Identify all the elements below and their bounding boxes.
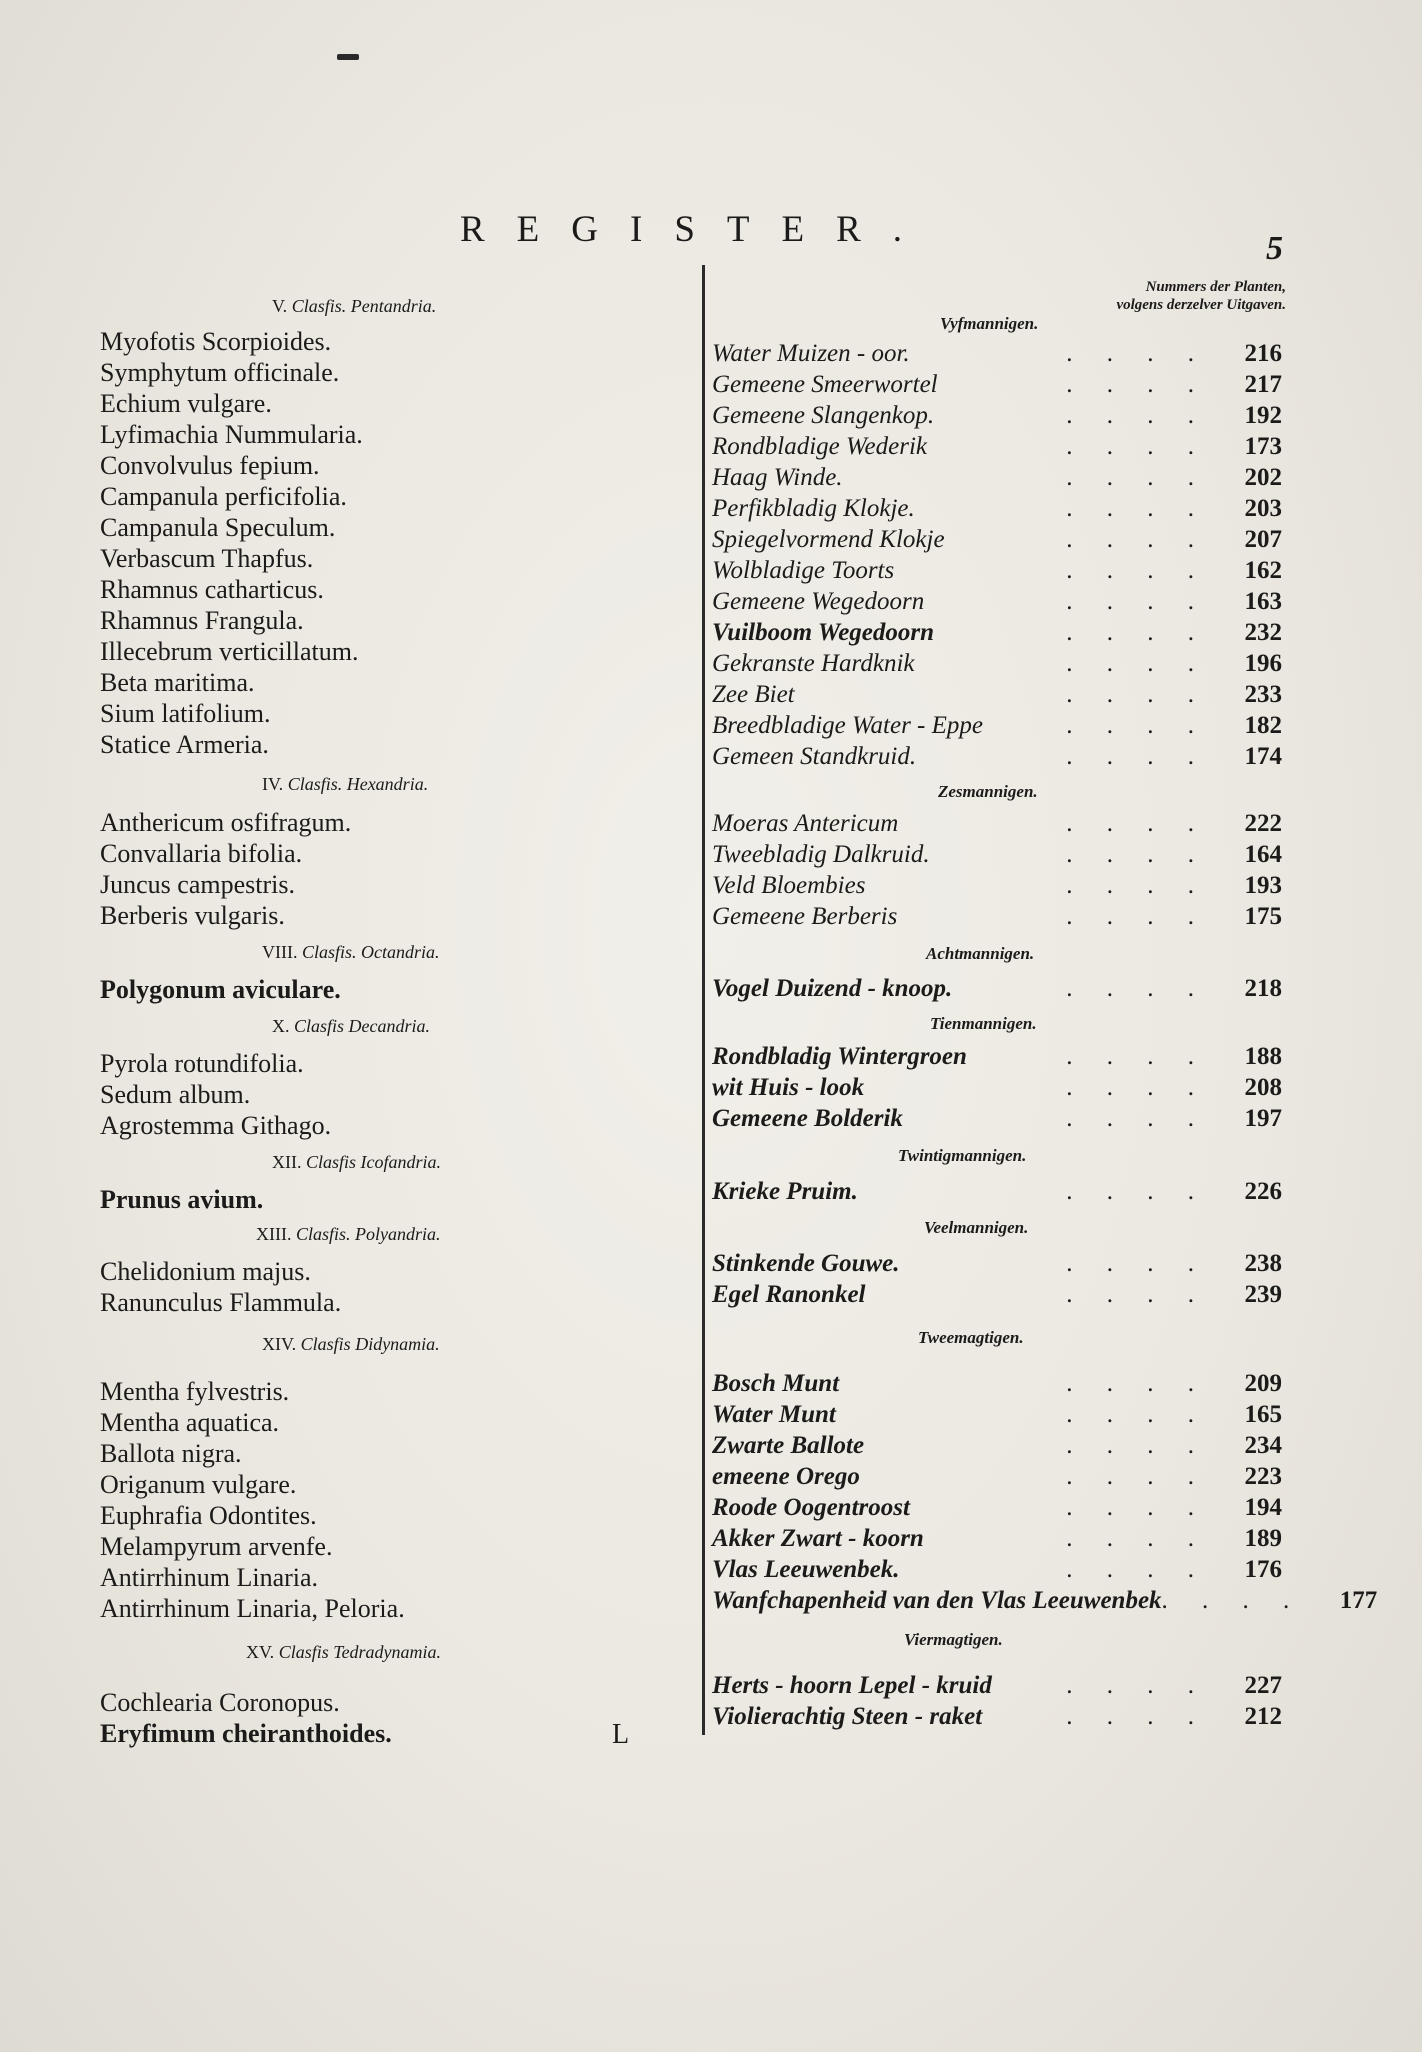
register-entry: Krieke Pruim. . . . . 226	[712, 1178, 1282, 1205]
register-entry: Moeras Antericum . . . . 222	[712, 810, 1282, 837]
class-heading: XII. Clasfis Icofandria.	[272, 1152, 442, 1172]
class-heading: VIII. Clasfis. Octandria.	[262, 942, 440, 962]
latin-name: Myofotis Scorpioides.	[100, 327, 332, 356]
class-heading: IV. Clasfis. Hexandria.	[262, 774, 429, 794]
latin-name: Campanula Speculum.	[100, 513, 336, 542]
register-entry: Zee Biet . . . . 233	[712, 681, 1282, 708]
group-heading: Vyfmannigen.	[940, 314, 1039, 333]
register-entry: Bosch Munt . . . . 209	[712, 1370, 1282, 1397]
register-entry: Gemeen Standkruid. . . . . 174	[712, 743, 1282, 770]
latin-name: Euphrafia Odontites.	[100, 1501, 317, 1530]
catchword: L	[612, 1719, 630, 1750]
latin-name: Echium vulgare.	[100, 389, 272, 418]
group-heading: Tweemagtigen.	[918, 1328, 1024, 1347]
latin-name: Statice Armeria.	[100, 730, 269, 759]
group-heading: Zesmannigen.	[938, 782, 1038, 801]
column-divider	[702, 265, 705, 1735]
column-header-line2: volgens derzelver Uitgaven.	[1116, 297, 1286, 313]
register-entry: Spiegelvormend Klokje . . . . 207	[712, 526, 1282, 553]
class-heading: V. Clasfis. Pentandria.	[272, 296, 437, 316]
register-entry: Stinkende Gouwe. . . . . 238	[712, 1250, 1282, 1277]
register-entry: Wolbladige Toorts . . . . 162	[712, 557, 1282, 584]
latin-name: Beta maritima.	[100, 668, 255, 697]
latin-name: Berberis vulgaris.	[100, 901, 285, 930]
class-heading: XIII. Clasfis. Polyandria.	[256, 1224, 441, 1244]
register-entry: Rondbladig Wintergroen . . . . 188	[712, 1043, 1282, 1070]
latin-name: Mentha aquatica.	[100, 1408, 280, 1437]
latin-name: Lyfimachia Nummularia.	[100, 420, 363, 449]
register-entry: Water Muizen - oor. . . . . 216	[712, 340, 1282, 367]
group-heading: Tienmannigen.	[930, 1014, 1037, 1033]
latin-name: Origanum vulgare.	[100, 1470, 297, 1499]
latin-name: Antirrhinum Linaria.	[100, 1563, 319, 1592]
register-entry: Akker Zwart - koorn . . . . 189	[712, 1525, 1282, 1552]
register-entry: Tweebladig Dalkruid. . . . . 164	[712, 841, 1282, 868]
latin-name: Melampyrum arvenfe.	[100, 1532, 333, 1561]
group-heading: Viermagtigen.	[904, 1630, 1003, 1649]
latin-name: Cochlearia Coronopus.	[100, 1688, 340, 1717]
latin-name: Ballota nigra.	[100, 1439, 242, 1468]
register-entry: Gemeene Wegedoorn . . . . 163	[712, 588, 1282, 615]
register-entry: Zwarte Ballote . . . . 234	[712, 1432, 1282, 1459]
latin-name: Polygonum aviculare.	[100, 975, 341, 1004]
register-entry: Gemeene Smeerwortel . . . . 217	[712, 371, 1282, 398]
latin-name: Rhamnus Frangula.	[100, 606, 304, 635]
register-entry: emeene Orego . . . . 223	[712, 1463, 1282, 1490]
register-entry: Water Munt . . . . 165	[712, 1401, 1282, 1428]
register-entry: wit Huis - look . . . . 208	[712, 1074, 1282, 1101]
register-entry: Roode Oogentroost . . . . 194	[712, 1494, 1282, 1521]
register-entry: Gemeene Bolderik . . . . 197	[712, 1105, 1282, 1132]
latin-name: Rhamnus catharticus.	[100, 575, 324, 604]
register-entry: Vogel Duizend - knoop. . . . . 218	[712, 975, 1282, 1002]
register-entry: Gekranste Hardknik . . . . 196	[712, 650, 1282, 677]
latin-name: Sium latifolium.	[100, 699, 271, 728]
latin-name: Ranunculus Flammula.	[100, 1288, 342, 1317]
latin-name: Pyrola rotundifolia.	[100, 1049, 304, 1078]
latin-name: Agrostemma Githago.	[100, 1111, 332, 1140]
latin-name: Antirrhinum Linaria, Peloria.	[100, 1594, 405, 1623]
class-heading: XV. Clasfis Tedradynamia.	[246, 1642, 442, 1662]
latin-name: Campanula perficifolia.	[100, 482, 347, 511]
ink-mark	[337, 54, 359, 60]
register-entry: Wanfchapenheid van den Vlas Leeuwenbek . . . . 177	[712, 1587, 1378, 1614]
register-entry: Haag Winde. . . . . 202	[712, 464, 1282, 491]
latin-name: Eryfimum cheiranthoides.	[100, 1719, 392, 1748]
group-heading: Achtmannigen.	[926, 944, 1035, 963]
register-entry: Egel Ranonkel . . . . 239	[712, 1281, 1282, 1308]
latin-name: Verbascum Thapfus.	[100, 544, 314, 573]
register-entry: Violierachtig Steen - raket . . . . 212	[712, 1703, 1282, 1730]
register-entry: Veld Bloembies . . . . 193	[712, 872, 1282, 899]
column-header-line1: Nummers der Planten,	[1145, 279, 1286, 295]
register-entry: Vuilboom Wegedoorn . . . . 232	[712, 619, 1282, 646]
class-heading: XIV. Clasfis Didynamia.	[262, 1334, 440, 1354]
latin-name: Prunus avium.	[100, 1185, 264, 1214]
latin-name: Symphytum officinale.	[100, 358, 340, 387]
latin-name: Chelidonium majus.	[100, 1257, 311, 1286]
column-header	[1040, 278, 1286, 314]
class-heading: X. Clasfis Decandria.	[272, 1016, 431, 1036]
latin-name: Convallaria bifolia.	[100, 839, 303, 868]
latin-name: Illecebrum verticillatum.	[100, 637, 359, 666]
register-entry: Herts - hoorn Lepel - kruid . . . . 227	[712, 1672, 1282, 1699]
register-entry: Gemeene Berberis . . . . 175	[712, 903, 1282, 930]
register-entry: Perfikbladig Klokje. . . . . 203	[712, 495, 1282, 522]
latin-name: Mentha fylvestris.	[100, 1377, 290, 1406]
group-heading: Veelmannigen.	[924, 1218, 1029, 1237]
group-heading: Twintigmannigen.	[898, 1146, 1027, 1165]
register-entry: Gemeene Slangenkop. . . . . 192	[712, 402, 1282, 429]
page-number: 5	[1266, 230, 1283, 267]
latin-name: Juncus campestris.	[100, 870, 295, 899]
latin-name: Convolvulus fepium.	[100, 451, 320, 480]
latin-name: Sedum album.	[100, 1080, 251, 1109]
register-entry: Vlas Leeuwenbek. . . . . 176	[712, 1556, 1282, 1583]
register-entry: Breedbladige Water - Eppe . . . . 182	[712, 712, 1282, 739]
register-entry: Rondbladige Wederik . . . . 173	[712, 433, 1282, 460]
page-title: REGISTER.	[460, 209, 935, 250]
latin-name: Anthericum osfifragum.	[100, 808, 352, 837]
